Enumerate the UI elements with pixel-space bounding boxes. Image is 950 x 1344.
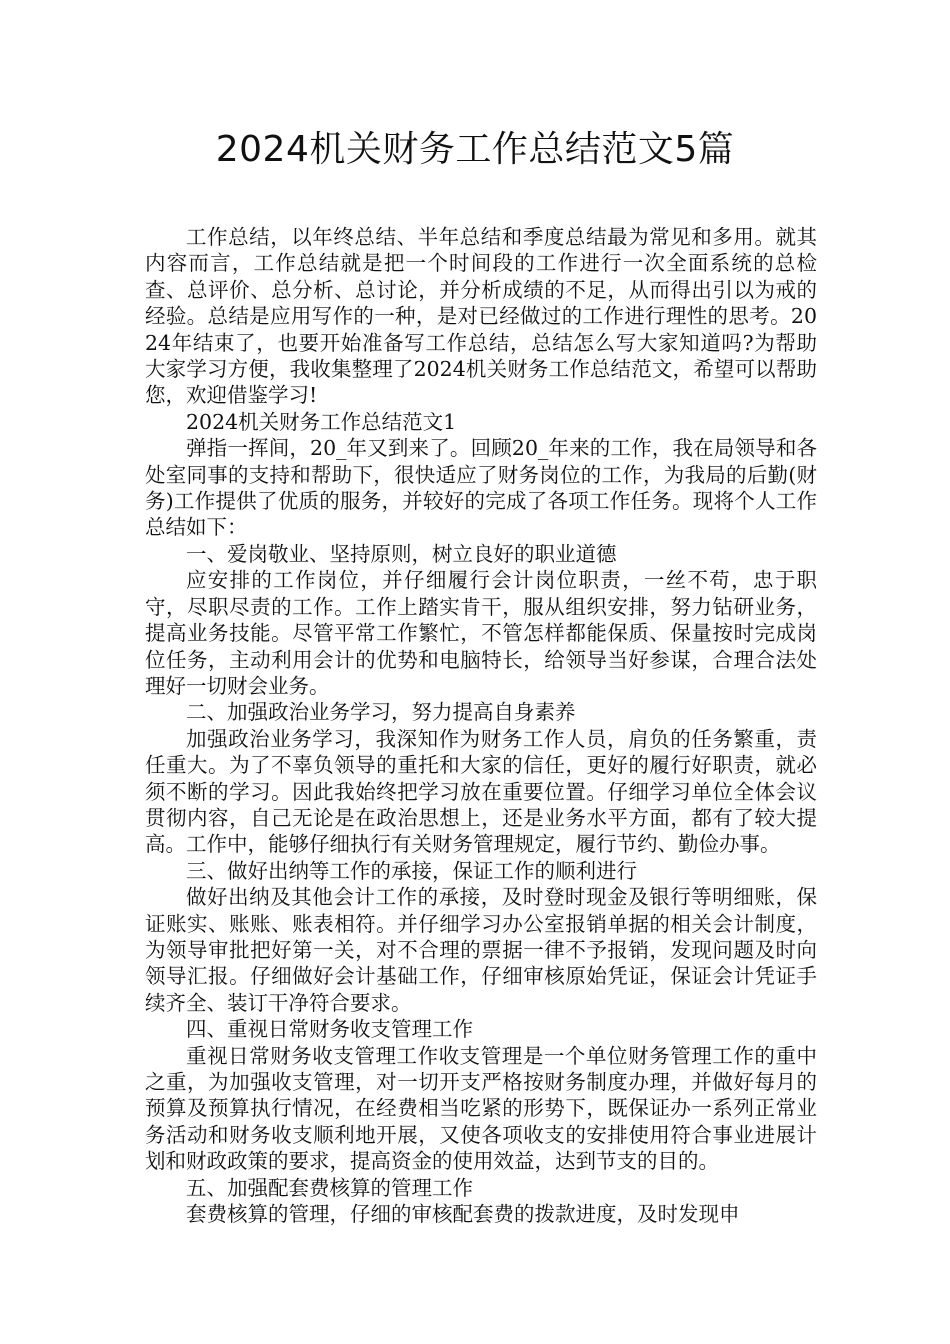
body-paragraph: 做好出纳及其他会计工作的承接，及时登时现金及银行等明细账，保证账实、账账、账表相符。并仔细学习办公室报销单据的相关会计制度，为领导审批把好第一关，对不合理的票据一律不予报销，发现问题及时向领导汇报。仔细做好会计基础工作，仔细审核原始凭证，保证会计凭证手续齐全、装订干净符合要求。 — [145, 885, 817, 1015]
section-heading: 四、重视日常财务收支管理工作 — [186, 1017, 473, 1042]
section-heading: 二、加强政治业务学习，努力提高自身素养 — [186, 700, 576, 725]
body-paragraph: 加强政治业务学习，我深知作为财务工作人员，肩负的任务繁重，责任重大。为了不辜负领导的重托和大家的信任，更好的履行好职责，就必须不断的学习。因此我始终把学习放在重要位置。仔细学习单位全体会议贯彻内容，自己无论是在政治思想上，还是业务水平方面，都有了较大提高。工作中，能够仔细执行有关财务管理规定，履行节约、勤俭办事。 — [145, 726, 817, 857]
section-heading: 一、爱岗敬业、坚持原则，树立良好的职业道德 — [186, 541, 617, 566]
section-heading: 三、做好出纳等工作的承接，保证工作的顺利进行 — [186, 858, 637, 883]
intro-paragraph: 工作总结，以年终总结、半年总结和季度总结最为常见和多用。就其内容而言，工作总结就是把一个时间段的工作进行一次全面系统的总检查、总评价、总分析、总讨论，并分析成绩的不足，从而得出引以为戒的经验。总结是应用写作的一种，是对已经做过的工作进行理性的思考。2024年结束了，也要开始准备写工作总结，总结怎么写大家知道吗?为帮助大家学习方便，我收集整理了2024机关财务工作总结范文，希望可以帮助您，欢迎借鉴学习! — [145, 225, 817, 408]
body-paragraph: 重视日常财务收支管理工作收支管理是一个单位财务管理工作的重中之重，为加强收支管理，对一切开支严格按财务制度办理，并做好每月的预算及预算执行情况，在经费相当吃紧的形势下，既保证办一系列正常业务活动和财务收支顺利地开展，又使各项收支的安排使用符合事业进展计划和财政政策的要求，提高资金的使用效益，达到节支的目的。 — [145, 1043, 817, 1174]
document-body — [145, 224, 817, 1227]
body-paragraph: 弹指一挥间，20_年又到来了。回顾20_年来的工作，我在局领导和各处室同事的支持和帮助下，很快适应了财务岗位的工作，为我局的后勤(财务)工作提供了优质的服务，并较好的完成了各项工作任务。现将个人工作总结如下： — [145, 436, 817, 540]
section-heading: 五、加强配套费核算的管理工作 — [186, 1175, 473, 1200]
body-paragraph: 套费核算的管理，仔细的审核配套费的拨款进度，及时发现申 — [186, 1202, 740, 1227]
document-title: 2024机关财务工作总结范文5篇 — [215, 129, 735, 170]
body-paragraph: 应安排的工作岗位，并仔细履行会计岗位职责，一丝不苟，忠于职守，尽职尽责的工作。工作上踏实肯干，服从组织安排，努力钻研业务，提高业务技能。尽管平常工作繁忙，不管怎样都能保质、保量按时完成岗位任务，主动利用会计的优势和电脑特长，给领导当好参谋，合理合法处理好一切财会业务。 — [145, 568, 817, 698]
section-heading: 2024机关财务工作总结范文1 — [186, 409, 457, 434]
